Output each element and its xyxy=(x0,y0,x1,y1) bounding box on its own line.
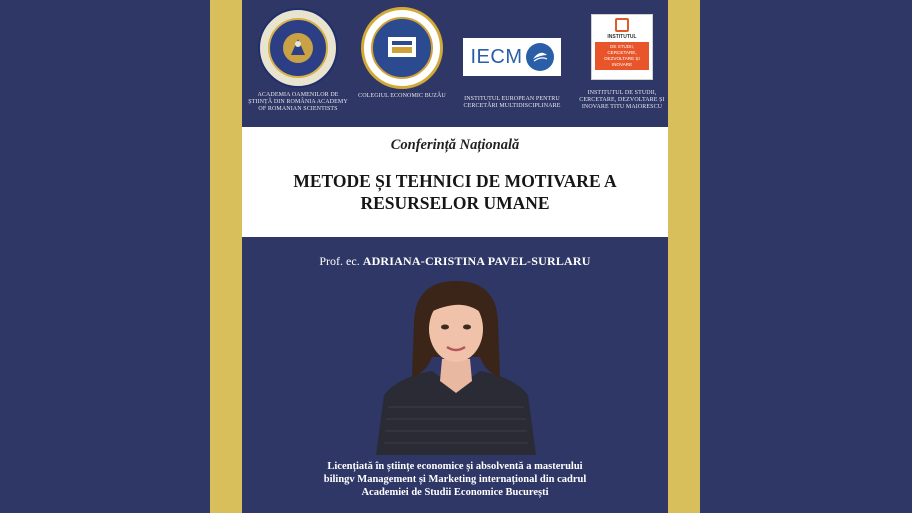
logo-caption: INSTITUTUL EUROPEAN PENTRU CERCETĂRI MULTIDISCIPLINARE xyxy=(463,96,561,109)
iecm-logo-icon: IECM xyxy=(463,38,561,76)
bio-line: bilingv Management și Marketing internațional din cadrul xyxy=(323,474,587,485)
gold-band-right xyxy=(668,0,700,513)
speaker-portrait xyxy=(368,277,544,455)
speaker-prefix: Prof. ec. xyxy=(319,254,360,268)
speaker-bio xyxy=(242,460,668,499)
speaker-line xyxy=(242,254,668,269)
institutul-logo-icon: INSTITUTUL DE STUDII, CERCETARE, DEZVOLTARE ȘI INOVARE xyxy=(591,14,653,80)
conference-title: METODE ȘI TEHNICI DE MOTIVARE A RESURSELOR UMANE xyxy=(293,171,617,213)
logo-caption: ACADEMIA OAMENILOR DE ȘTIINȚĂ DIN ROMÂNIA ACADEMY OF ROMANIAN SCIENTISTS xyxy=(248,92,348,112)
bio-line: Academiei de Studii Economice București xyxy=(361,487,549,498)
title-panel xyxy=(242,127,668,237)
logo-colegiul xyxy=(352,7,452,100)
logo-iecm xyxy=(462,20,562,110)
academia-seal-icon xyxy=(258,8,338,88)
conference-label: Conferință Națională xyxy=(390,137,520,153)
logo-academia xyxy=(248,8,348,113)
gold-band-left xyxy=(210,0,242,513)
colegiul-seal-icon xyxy=(361,7,443,89)
speaker-name: ADRIANA-CRISTINA PAVEL-SURLARU xyxy=(362,254,591,268)
logo-caption: INSTITUTUL DE STUDII, CERCETARE, DEZVOLTARE ȘI INOVARE TITU MAIORESCU xyxy=(579,90,665,110)
logo-institutul xyxy=(572,14,672,111)
poster xyxy=(242,0,668,513)
bio-line: Licențiată în științe economice și absolventă a masterului xyxy=(327,461,583,472)
logo-caption: COLEGIUL ECONOMIC BUZĂU xyxy=(358,93,446,99)
